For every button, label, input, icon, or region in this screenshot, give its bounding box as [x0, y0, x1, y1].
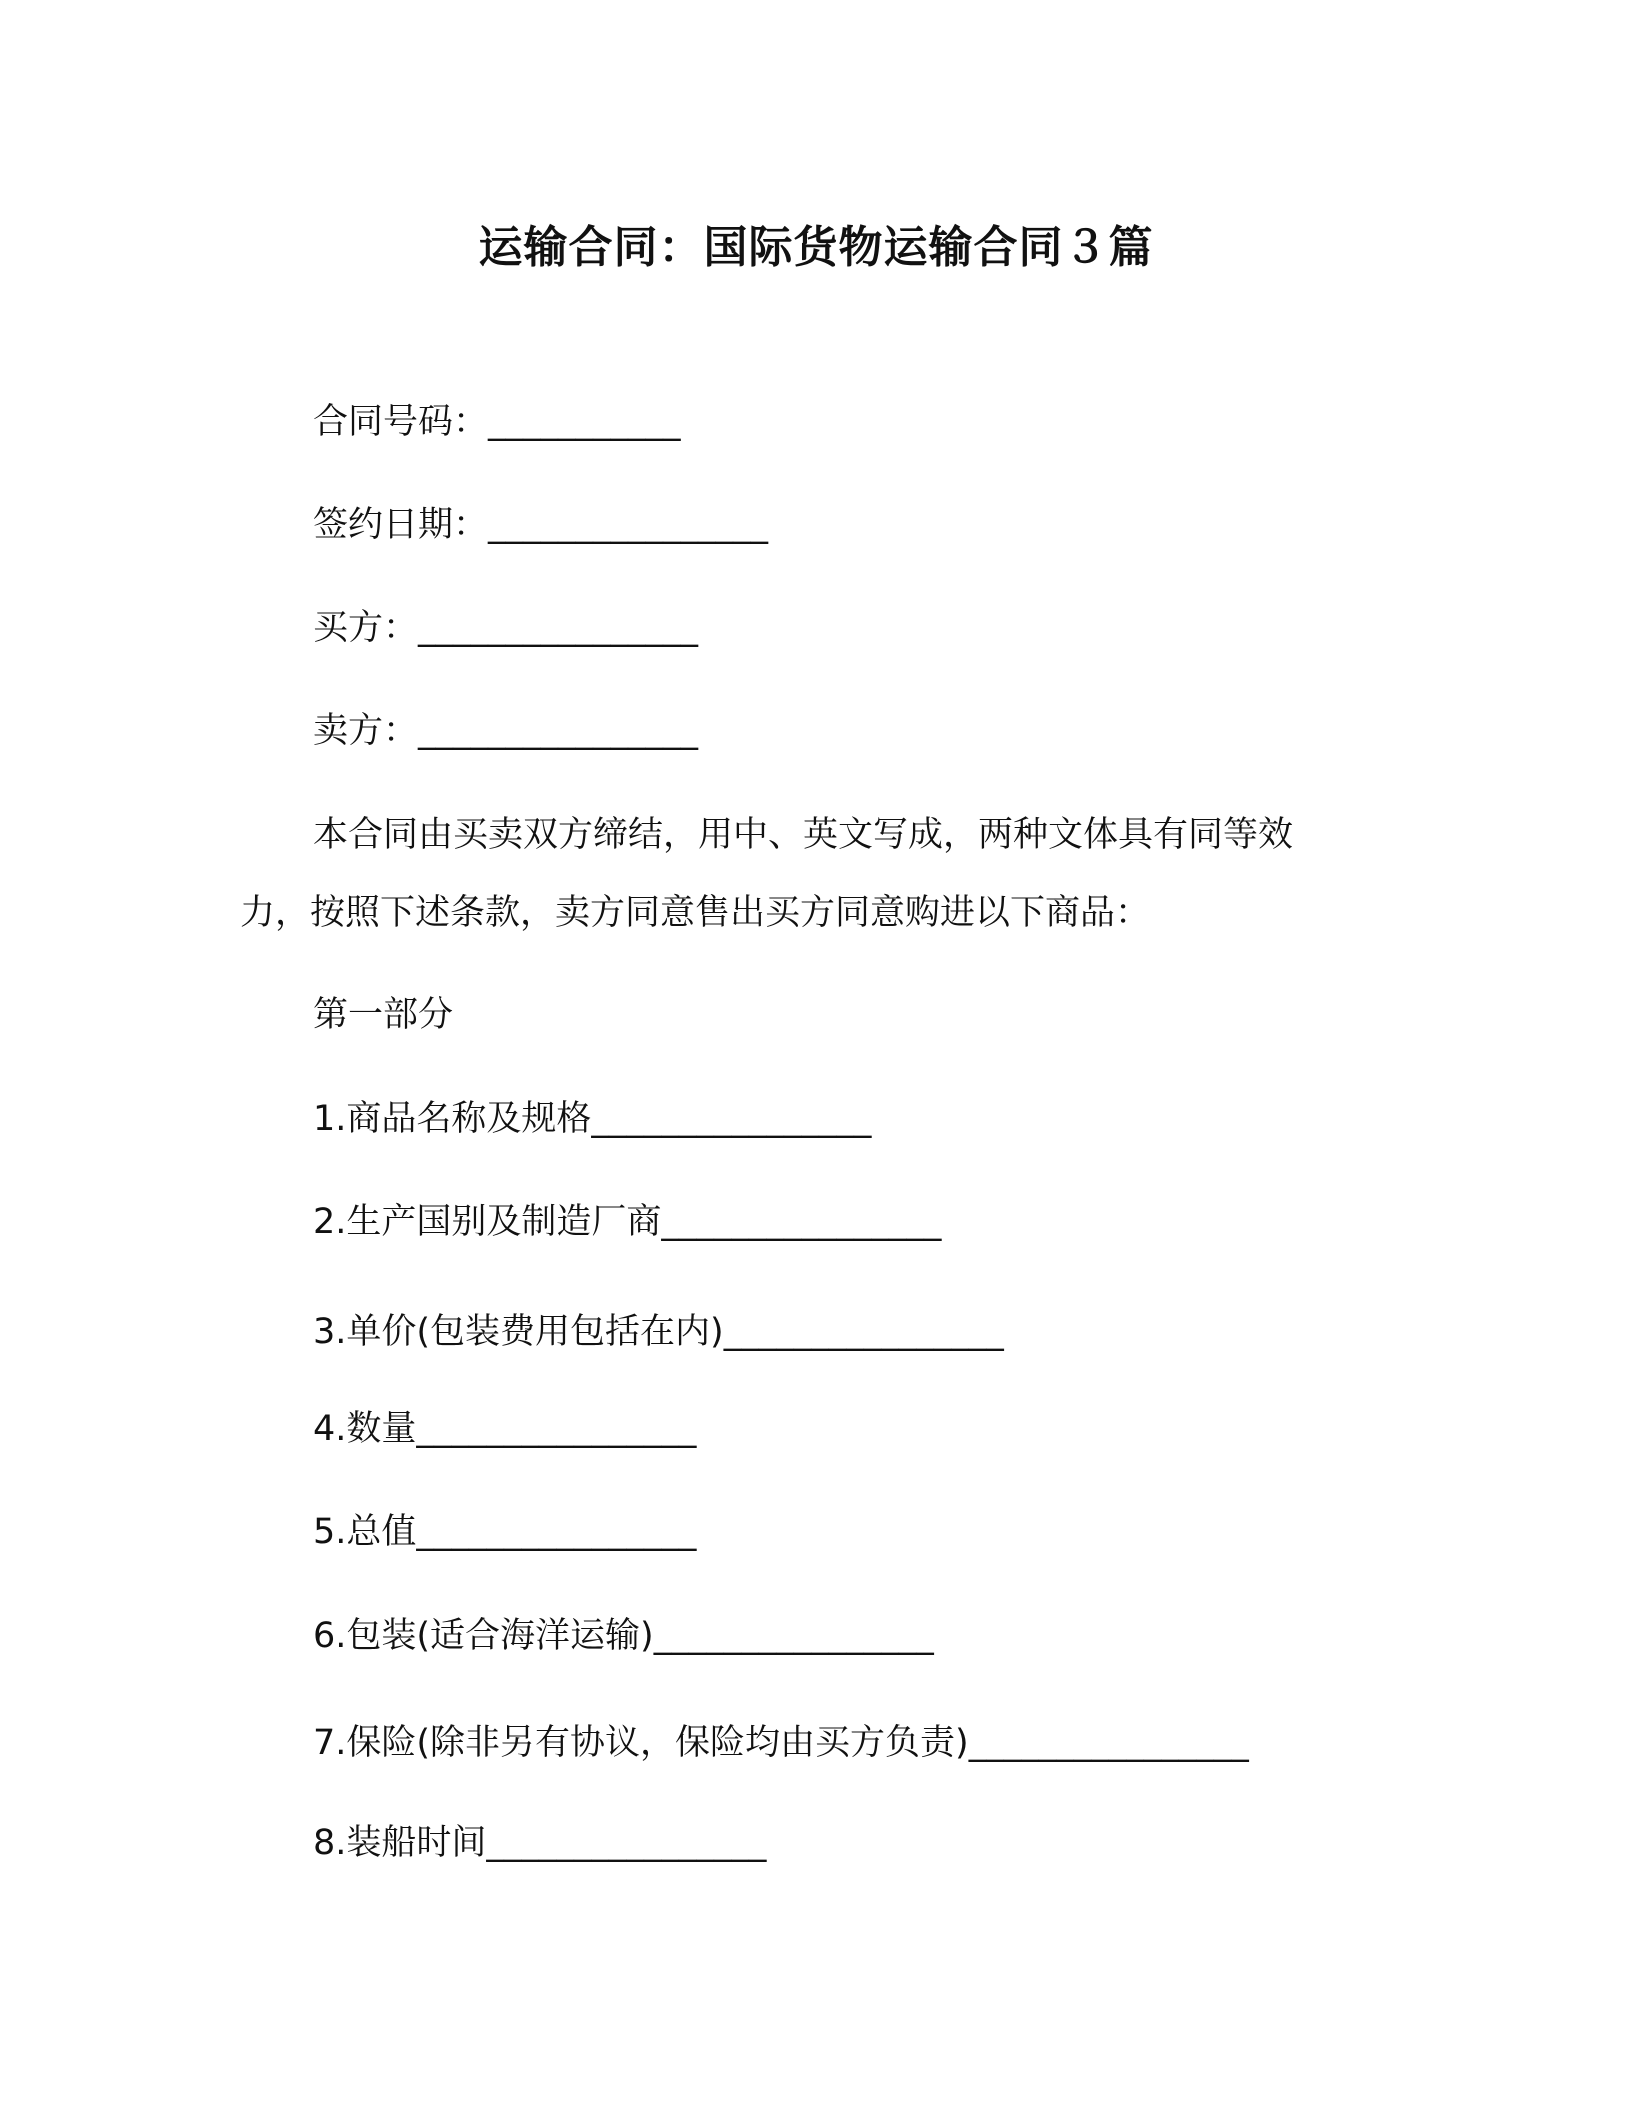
section-title: 第一部分	[313, 995, 454, 1035]
seller-field: 卖方：________________	[313, 711, 699, 751]
intro-paragraph: 本合同由买卖双方缔结，用中、英文写成，两种文体具有同等效力，按照下述条款，卖方同意售出买方同意购进以下商品：	[240, 815, 1294, 933]
list-item: 1.商品名称及规格________________	[313, 1099, 872, 1139]
contract-number-field: 合同号码：___________	[313, 402, 681, 442]
list-item: 3.单价(包装费用包括在内)________________	[313, 1312, 1004, 1352]
list-item: 7.保险(除非另有协议，保险均由买方负责)________________	[313, 1723, 1249, 1763]
list-item: 8.装船时间________________	[313, 1823, 767, 1863]
buyer-field: 买方：________________	[313, 608, 699, 648]
list-item: 5.总值________________	[313, 1512, 697, 1552]
list-item: 6.包装(适合海洋运输)________________	[313, 1616, 934, 1656]
list-item: 2.生产国别及制造厂商________________	[313, 1202, 942, 1242]
sign-date-field: 签约日期：________________	[313, 505, 769, 545]
list-item: 4.数量________________	[313, 1409, 697, 1449]
document-title: 运输合同：国际货物运输合同３篇	[478, 222, 1154, 273]
